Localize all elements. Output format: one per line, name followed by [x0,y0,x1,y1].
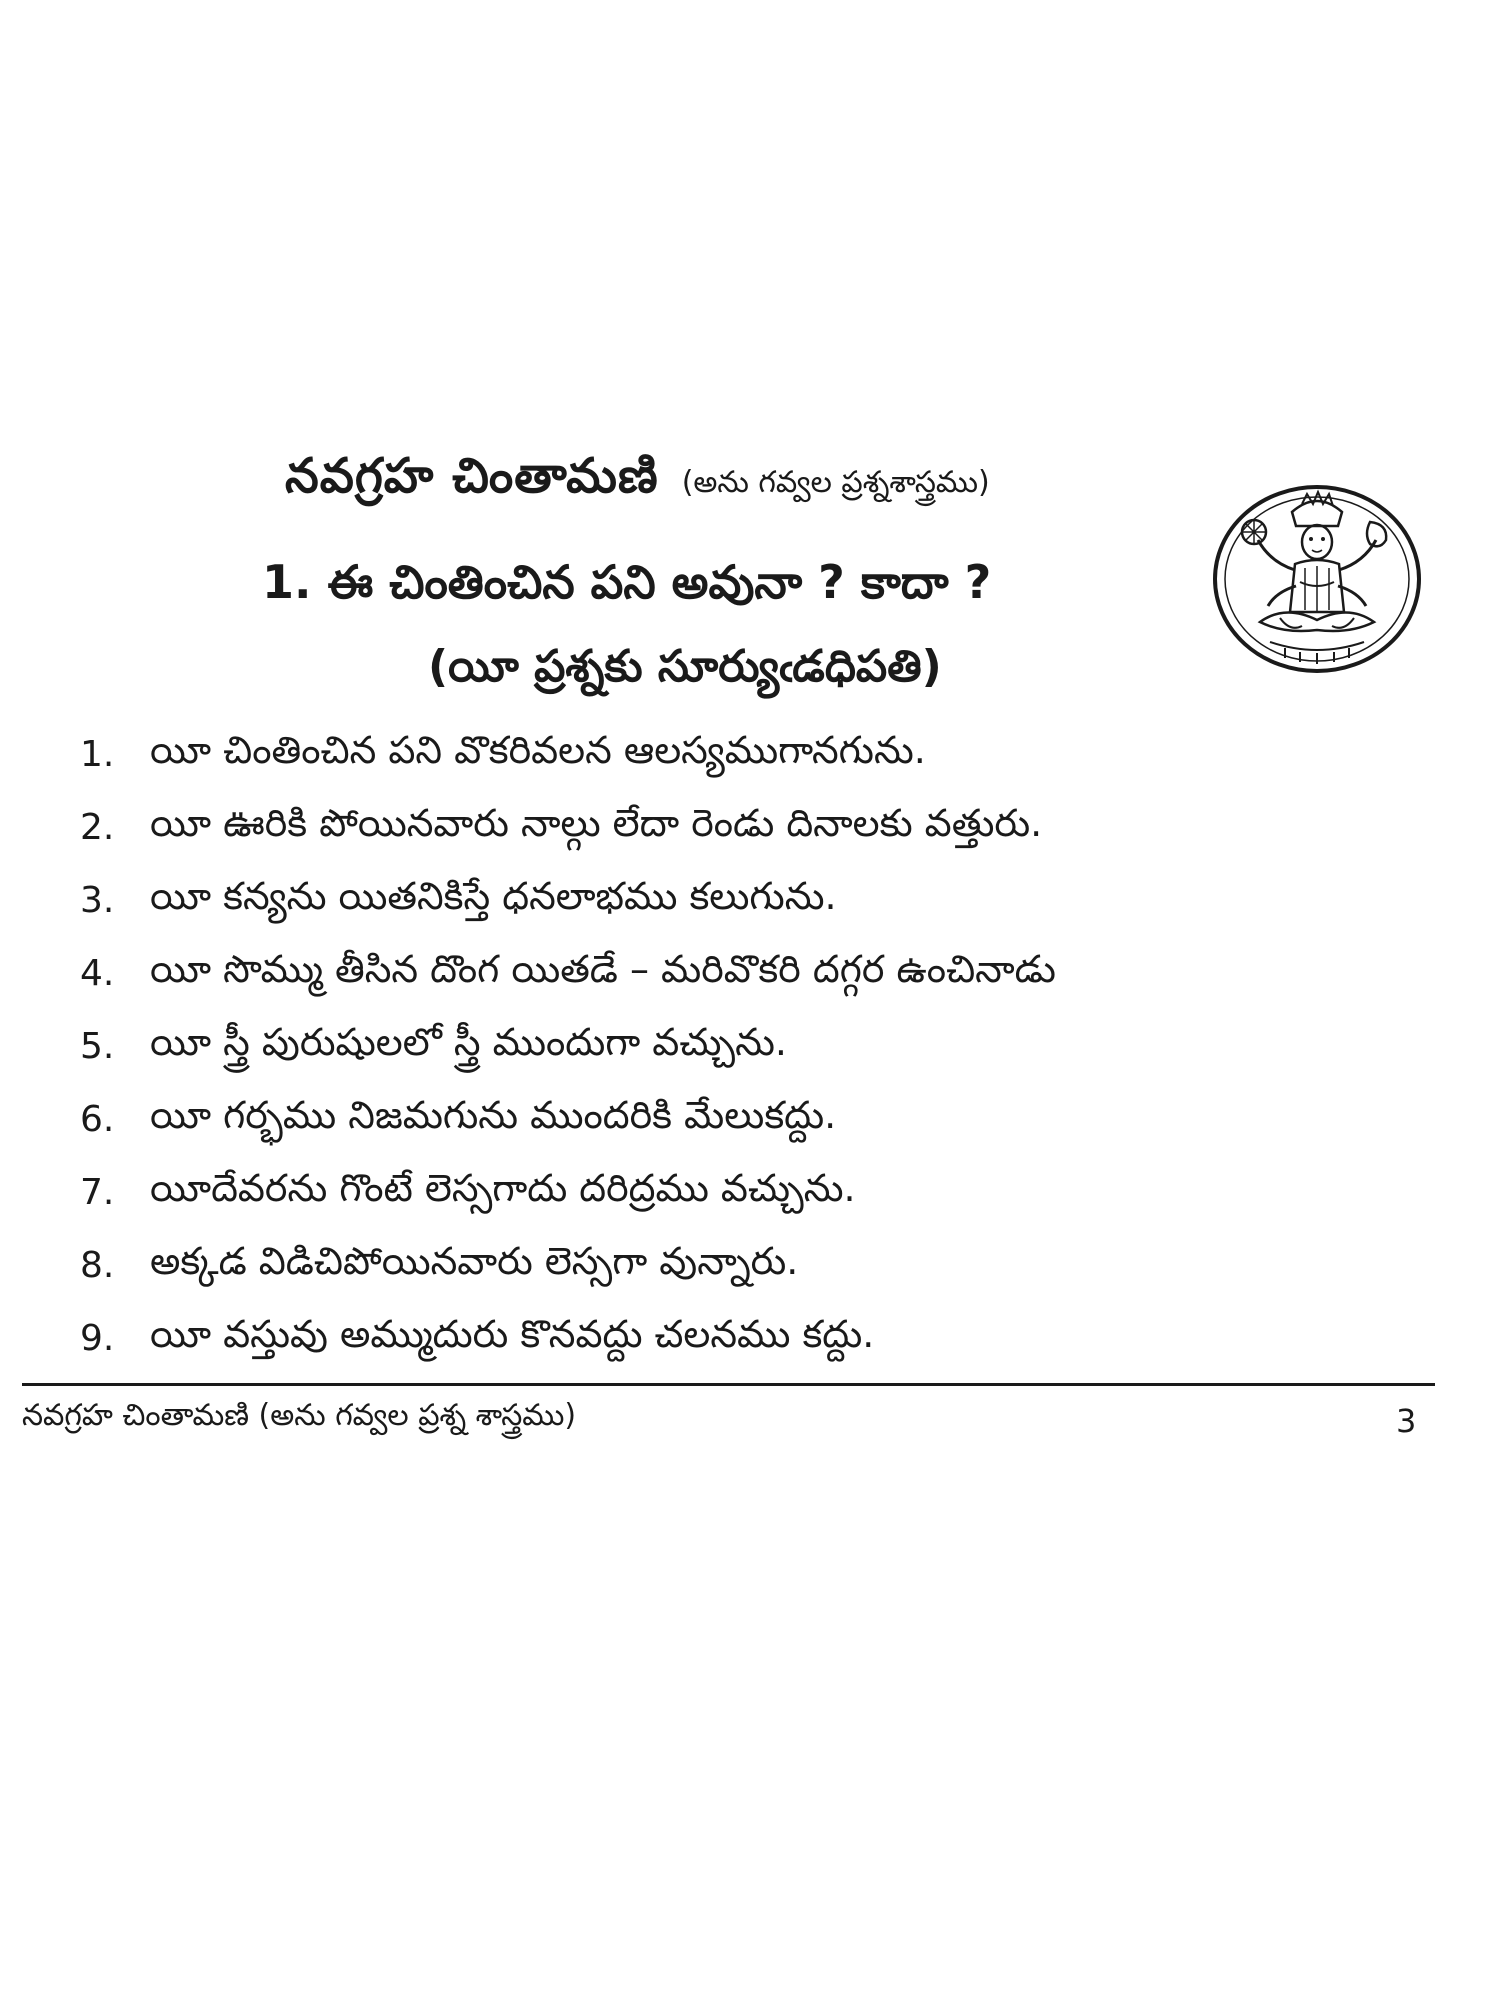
answer-text: అక్కడ విడిచిపోయినవారు లెస్సగా వున్నారు. [150,1238,799,1283]
question-heading: 1. ఈ చింతించిన పని అవునా ? కాదా ? [262,555,992,609]
answer-text: యీ వస్తువు అమ్ముదురు కొనవద్దు చలనము కద్దు. [150,1311,875,1356]
answer-text: యీ స్త్రీ పురుషులలో స్త్రీ ముందుగా వచ్చును. [150,1019,788,1064]
page-title: నవగ్రహ చింతామణి [285,448,659,504]
answer-item [80,791,1056,864]
deity-emblem-icon [1210,482,1425,677]
answer-number: 3. [80,880,115,921]
answer-number: 6. [80,1099,115,1140]
answer-item [80,718,1056,791]
answer-number: 8. [80,1245,115,1286]
page-number: 3 [1396,1402,1417,1440]
answer-text: యీదేవరను గొంటే లెస్సగాదు దరిద్రము వచ్చును. [150,1165,856,1210]
answer-number: 1. [80,734,115,775]
answer-item [80,937,1056,1010]
header [285,448,990,516]
ruling-planet-note: (యీ ప్రశ్నకు సూర్యుఁడధిపతి) [428,641,942,692]
answer-text: యీ సొమ్ము తీసిన దొంగ యితడే – మరివొకరి దగ్గర ఉంచినాడు [150,946,1056,991]
answer-item [80,1083,1056,1156]
page-subtitle: (అను గవ్వల ప్రశ్నశాస్త్రము) [681,465,990,500]
answer-item [80,864,1056,937]
answer-number: 4. [80,953,115,994]
answer-number: 9. [80,1318,115,1359]
answer-item [80,1302,1056,1375]
running-footer-title: నవగ్రహ చింతామణి (అను గవ్వల ప్రశ్న శాస్త్రము) [22,1398,577,1433]
answer-number: 5. [80,1026,115,1067]
answer-text: యీ కన్యను యితనికిస్తే ధనలాభము కలుగును. [150,873,837,918]
answer-number: 7. [80,1172,115,1213]
answer-item [80,1010,1056,1083]
answer-text: యీ గర్భము నిజమగును ముందరికి మేలుకద్దు. [150,1092,837,1137]
footer-divider [22,1383,1435,1386]
answer-number: 2. [80,807,115,848]
answer-text: యీ చింతించిన పని వొకరివలన ఆలస్యముగానగును. [150,727,926,772]
answer-item [80,1156,1056,1229]
answer-list [80,718,1056,1375]
answer-text: యీ ఊరికి పోయినవారు నాల్గు లేదా రెండు దినాలకు వత్తురు. [150,800,1043,845]
answer-item [80,1229,1056,1302]
